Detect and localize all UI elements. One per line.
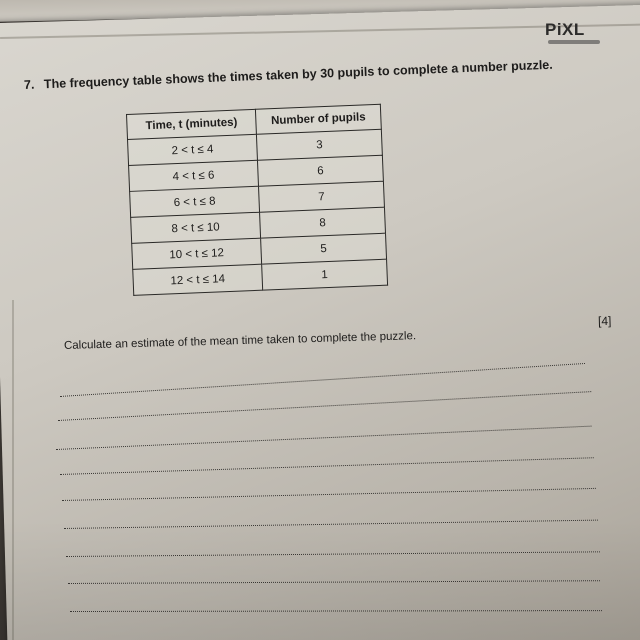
time-cell: 6 < t ≤ 8 (130, 186, 260, 217)
time-cell: 10 < t ≤ 12 (132, 238, 262, 269)
pupils-cell: 7 (259, 181, 385, 212)
question-prompt: Calculate an estimate of the mean time taken to complete the puzzle. (63, 330, 417, 352)
pupils-cell: 5 (261, 233, 387, 264)
time-cell: 2 < t ≤ 4 (128, 134, 258, 165)
header-pupils: Number of pupils (255, 104, 381, 134)
logo-tagline-mark (548, 40, 600, 44)
time-cell: 4 < t ≤ 6 (129, 160, 259, 191)
pupils-cell: 1 (262, 259, 388, 290)
marks-label: [4] (597, 313, 612, 329)
question-body: The frequency table shows the times taken by 30 pupils to complete a number puzzle. (43, 57, 553, 92)
pupils-cell: 3 (256, 129, 382, 160)
pupils-cell: 8 (260, 207, 386, 238)
frequency-table (126, 104, 388, 296)
margin-line (12, 300, 14, 640)
header-time: Time, t (minutes) (127, 109, 257, 139)
worksheet-page (0, 5, 640, 640)
time-cell: 8 < t ≤ 10 (131, 212, 261, 243)
pupils-cell: 6 (257, 155, 383, 186)
question-number: 7. (23, 77, 35, 92)
time-cell: 12 < t ≤ 14 (133, 264, 263, 295)
pixl-logo: PiXL (545, 20, 585, 39)
